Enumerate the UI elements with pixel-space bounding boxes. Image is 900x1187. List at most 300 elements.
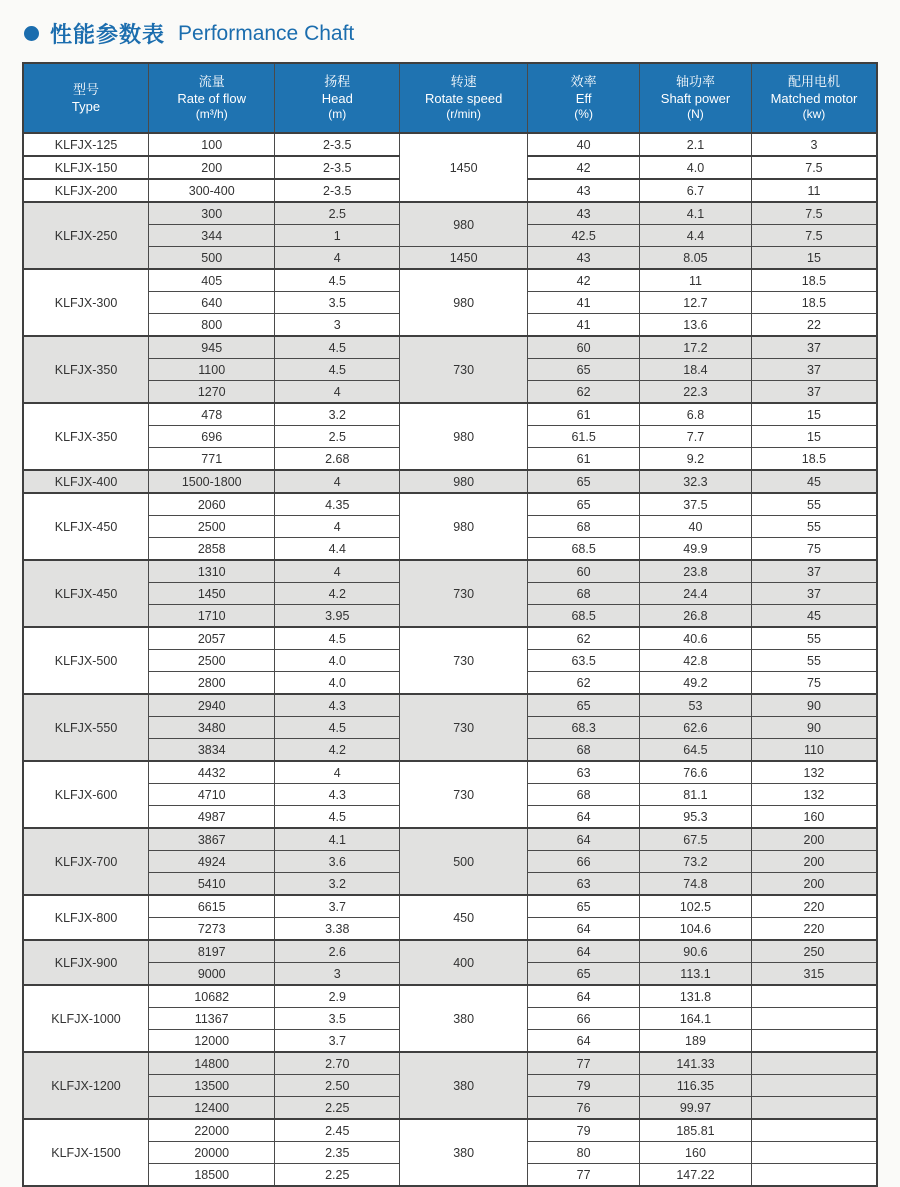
power-cell: 74.8 xyxy=(640,873,752,896)
head-cell: 3.7 xyxy=(275,1030,400,1053)
flow-cell: 2500 xyxy=(149,516,275,538)
eff-cell: 43 xyxy=(528,179,640,202)
eff-cell: 64 xyxy=(528,828,640,851)
eff-cell: 68 xyxy=(528,739,640,762)
eff-cell: 40 xyxy=(528,133,640,156)
model-cell: KLFJX-350 xyxy=(23,403,149,470)
flow-cell: 4710 xyxy=(149,784,275,806)
power-cell: 141.33 xyxy=(640,1052,752,1075)
model-cell: KLFJX-150 xyxy=(23,156,149,179)
speed-cell: 980 xyxy=(400,202,528,247)
flow-cell: 8197 xyxy=(149,940,275,963)
eff-cell: 63.5 xyxy=(528,650,640,672)
eff-cell: 61.5 xyxy=(528,426,640,448)
power-cell: 64.5 xyxy=(640,739,752,762)
power-cell: 37.5 xyxy=(640,493,752,516)
speed-cell: 400 xyxy=(400,940,528,985)
flow-cell: 13500 xyxy=(149,1075,275,1097)
flow-cell: 696 xyxy=(149,426,275,448)
power-cell: 18.4 xyxy=(640,359,752,381)
motor-cell: 37 xyxy=(751,560,877,583)
model-cell: KLFJX-300 xyxy=(23,269,149,336)
motor-cell: 250 xyxy=(751,940,877,963)
motor-cell: 90 xyxy=(751,694,877,717)
flow-cell: 3834 xyxy=(149,739,275,762)
speed-cell: 980 xyxy=(400,470,528,493)
motor-cell: 55 xyxy=(751,516,877,538)
head-cell: 4.5 xyxy=(275,336,400,359)
eff-cell: 60 xyxy=(528,560,640,583)
flow-cell: 1310 xyxy=(149,560,275,583)
power-cell: 95.3 xyxy=(640,806,752,829)
flow-cell: 2800 xyxy=(149,672,275,695)
model-cell: KLFJX-400 xyxy=(23,470,149,493)
flow-cell: 344 xyxy=(149,225,275,247)
flow-cell: 300 xyxy=(149,202,275,225)
flow-cell: 1450 xyxy=(149,583,275,605)
motor-cell xyxy=(751,985,877,1008)
eff-cell: 61 xyxy=(528,403,640,426)
power-cell: 22.3 xyxy=(640,381,752,404)
head-cell: 4.4 xyxy=(275,538,400,561)
eff-cell: 65 xyxy=(528,895,640,918)
head-cell: 3.5 xyxy=(275,292,400,314)
speed-cell: 980 xyxy=(400,493,528,560)
head-cell: 4.5 xyxy=(275,627,400,650)
motor-cell: 75 xyxy=(751,672,877,695)
header-label-en: Shaft power xyxy=(660,91,731,107)
motor-cell: 45 xyxy=(751,470,877,493)
speed-cell: 1450 xyxy=(400,247,528,270)
header-cell-rotate-speed xyxy=(400,63,528,133)
model-cell: KLFJX-500 xyxy=(23,627,149,694)
motor-cell: 15 xyxy=(751,426,877,448)
eff-cell: 79 xyxy=(528,1119,640,1142)
speed-cell: 1450 xyxy=(400,133,528,202)
header-label-en: Type xyxy=(71,99,101,114)
header-cell-rate-of-flow xyxy=(149,63,275,133)
flow-cell: 18500 xyxy=(149,1164,275,1187)
page-title xyxy=(24,18,878,49)
eff-cell: 65 xyxy=(528,359,640,381)
flow-cell: 2940 xyxy=(149,694,275,717)
power-cell: 11 xyxy=(640,269,752,292)
head-cell: 2-3.5 xyxy=(275,179,400,202)
power-cell: 4.1 xyxy=(640,202,752,225)
motor-cell xyxy=(751,1075,877,1097)
table-row xyxy=(23,627,877,650)
eff-cell: 68.3 xyxy=(528,717,640,739)
power-cell: 2.1 xyxy=(640,133,752,156)
motor-cell xyxy=(751,1097,877,1120)
motor-cell: 45 xyxy=(751,605,877,628)
model-cell: KLFJX-1000 xyxy=(23,985,149,1052)
eff-cell: 66 xyxy=(528,1008,640,1030)
eff-cell: 65 xyxy=(528,470,640,493)
table-header xyxy=(23,63,877,133)
head-cell: 4 xyxy=(275,761,400,784)
power-cell: 26.8 xyxy=(640,605,752,628)
speed-cell: 730 xyxy=(400,694,528,761)
power-cell: 53 xyxy=(640,694,752,717)
speed-cell: 380 xyxy=(400,1052,528,1119)
motor-cell: 7.5 xyxy=(751,202,877,225)
flow-cell: 1710 xyxy=(149,605,275,628)
flow-cell: 7273 xyxy=(149,918,275,941)
header-label-zh: 配用电机 xyxy=(787,73,840,89)
power-cell: 40.6 xyxy=(640,627,752,650)
flow-cell: 3480 xyxy=(149,717,275,739)
head-cell: 3.2 xyxy=(275,873,400,896)
eff-cell: 42 xyxy=(528,269,640,292)
head-cell: 2-3.5 xyxy=(275,156,400,179)
power-cell: 164.1 xyxy=(640,1008,752,1030)
table-row xyxy=(23,470,877,493)
header-cell-head xyxy=(275,63,400,133)
head-cell: 4.5 xyxy=(275,806,400,829)
table-row xyxy=(23,1052,877,1075)
model-cell: KLFJX-350 xyxy=(23,336,149,403)
eff-cell: 60 xyxy=(528,336,640,359)
motor-cell: 55 xyxy=(751,627,877,650)
power-cell: 23.8 xyxy=(640,560,752,583)
head-cell: 4 xyxy=(275,560,400,583)
flow-cell: 2057 xyxy=(149,627,275,650)
power-cell: 13.6 xyxy=(640,314,752,337)
flow-cell: 1500-1800 xyxy=(149,470,275,493)
table-row xyxy=(23,940,877,963)
table-row xyxy=(23,985,877,1008)
head-cell: 3.95 xyxy=(275,605,400,628)
table-row xyxy=(23,493,877,516)
eff-cell: 68 xyxy=(528,583,640,605)
head-cell: 3 xyxy=(275,963,400,986)
motor-cell xyxy=(751,1119,877,1142)
motor-cell: 37 xyxy=(751,381,877,404)
eff-cell: 64 xyxy=(528,806,640,829)
flow-cell: 9000 xyxy=(149,963,275,986)
power-cell: 185.81 xyxy=(640,1119,752,1142)
head-cell: 2.70 xyxy=(275,1052,400,1075)
header-label-zh: 扬程 xyxy=(324,73,351,89)
head-cell: 4.5 xyxy=(275,359,400,381)
table-row xyxy=(23,336,877,359)
table-row xyxy=(23,1119,877,1142)
eff-cell: 62 xyxy=(528,381,640,404)
motor-cell: 55 xyxy=(751,493,877,516)
eff-cell: 68.5 xyxy=(528,605,640,628)
power-cell: 90.6 xyxy=(640,940,752,963)
power-cell: 8.05 xyxy=(640,247,752,270)
eff-cell: 62 xyxy=(528,672,640,695)
power-cell: 40 xyxy=(640,516,752,538)
power-cell: 6.7 xyxy=(640,179,752,202)
head-cell: 2.50 xyxy=(275,1075,400,1097)
header-label-en: Head xyxy=(321,91,353,107)
power-cell: 76.6 xyxy=(640,761,752,784)
motor-cell xyxy=(751,1030,877,1053)
head-cell: 4.5 xyxy=(275,717,400,739)
head-cell: 2-3.5 xyxy=(275,133,400,156)
table-row xyxy=(23,133,877,156)
motor-cell: 55 xyxy=(751,650,877,672)
head-cell: 2.68 xyxy=(275,448,400,471)
head-cell: 4.2 xyxy=(275,583,400,605)
header-row xyxy=(23,63,877,133)
table-row xyxy=(23,403,877,426)
header-cell-shaft-power xyxy=(640,63,752,133)
flow-cell: 1100 xyxy=(149,359,275,381)
eff-cell: 68 xyxy=(528,784,640,806)
motor-cell: 110 xyxy=(751,739,877,762)
power-cell: 49.2 xyxy=(640,672,752,695)
flow-cell: 1270 xyxy=(149,381,275,404)
flow-cell: 22000 xyxy=(149,1119,275,1142)
motor-cell: 18.5 xyxy=(751,292,877,314)
header-cell-eff xyxy=(528,63,640,133)
speed-cell: 380 xyxy=(400,1119,528,1186)
motor-cell: 18.5 xyxy=(751,269,877,292)
page-title-en: Performance Chaft xyxy=(178,21,355,45)
eff-cell: 41 xyxy=(528,292,640,314)
flow-cell: 12000 xyxy=(149,1030,275,1053)
header-label-en: Rate of flow xyxy=(177,91,247,107)
power-cell: 67.5 xyxy=(640,828,752,851)
head-cell: 4 xyxy=(275,470,400,493)
power-cell: 99.97 xyxy=(640,1097,752,1120)
flow-cell: 800 xyxy=(149,314,275,337)
flow-cell: 6615 xyxy=(149,895,275,918)
header-label-en: Eff xyxy=(575,91,592,107)
head-cell: 3.5 xyxy=(275,1008,400,1030)
eff-cell: 65 xyxy=(528,963,640,986)
model-cell: KLFJX-900 xyxy=(23,940,149,985)
head-cell: 4 xyxy=(275,381,400,404)
flow-cell: 20000 xyxy=(149,1142,275,1164)
flow-cell: 640 xyxy=(149,292,275,314)
head-cell: 4.35 xyxy=(275,493,400,516)
speed-cell: 730 xyxy=(400,336,528,403)
performance-table xyxy=(22,62,878,1187)
flow-cell: 11367 xyxy=(149,1008,275,1030)
table-row xyxy=(23,269,877,292)
head-cell: 4 xyxy=(275,247,400,270)
header-label-en: Rotate speed xyxy=(424,91,503,107)
head-cell: 3 xyxy=(275,314,400,337)
power-cell: 62.6 xyxy=(640,717,752,739)
eff-cell: 41 xyxy=(528,314,640,337)
eff-cell: 68 xyxy=(528,516,640,538)
flow-cell: 5410 xyxy=(149,873,275,896)
motor-cell: 75 xyxy=(751,538,877,561)
motor-cell: 15 xyxy=(751,403,877,426)
header-unit: (m³/h) xyxy=(195,107,228,122)
eff-cell: 65 xyxy=(528,493,640,516)
model-cell: KLFJX-1200 xyxy=(23,1052,149,1119)
power-cell: 9.2 xyxy=(640,448,752,471)
power-cell: 4.0 xyxy=(640,156,752,179)
motor-cell: 90 xyxy=(751,717,877,739)
flow-cell: 945 xyxy=(149,336,275,359)
motor-cell: 37 xyxy=(751,359,877,381)
speed-cell: 980 xyxy=(400,403,528,470)
power-cell: 24.4 xyxy=(640,583,752,605)
flow-cell: 4432 xyxy=(149,761,275,784)
header-unit: (m) xyxy=(328,107,347,122)
eff-cell: 68.5 xyxy=(528,538,640,561)
power-cell: 81.1 xyxy=(640,784,752,806)
model-cell: KLFJX-200 xyxy=(23,179,149,202)
header-cell-matched-motor xyxy=(751,63,877,133)
motor-cell: 132 xyxy=(751,784,877,806)
power-cell: 131.8 xyxy=(640,985,752,1008)
head-cell: 2.6 xyxy=(275,940,400,963)
flow-cell: 2060 xyxy=(149,493,275,516)
power-cell: 73.2 xyxy=(640,851,752,873)
motor-cell: 160 xyxy=(751,806,877,829)
flow-cell: 2858 xyxy=(149,538,275,561)
model-cell: KLFJX-550 xyxy=(23,694,149,761)
table-row xyxy=(23,694,877,717)
header-unit: (r/min) xyxy=(446,107,481,122)
bullet-icon xyxy=(24,26,39,41)
head-cell: 4 xyxy=(275,516,400,538)
header-unit: (N) xyxy=(687,107,704,122)
eff-cell: 79 xyxy=(528,1075,640,1097)
table-row xyxy=(23,761,877,784)
motor-cell: 11 xyxy=(751,179,877,202)
flow-cell: 405 xyxy=(149,269,275,292)
head-cell: 4.2 xyxy=(275,739,400,762)
motor-cell: 315 xyxy=(751,963,877,986)
head-cell: 4.1 xyxy=(275,828,400,851)
model-cell: KLFJX-450 xyxy=(23,560,149,627)
motor-cell: 3 xyxy=(751,133,877,156)
motor-cell xyxy=(751,1142,877,1164)
eff-cell: 64 xyxy=(528,940,640,963)
head-cell: 2.25 xyxy=(275,1164,400,1187)
table-row xyxy=(23,828,877,851)
model-cell: KLFJX-125 xyxy=(23,133,149,156)
head-cell: 4.5 xyxy=(275,269,400,292)
table-row xyxy=(23,895,877,918)
head-cell: 1 xyxy=(275,225,400,247)
motor-cell: 200 xyxy=(751,873,877,896)
eff-cell: 64 xyxy=(528,918,640,941)
power-cell: 7.7 xyxy=(640,426,752,448)
flow-cell: 200 xyxy=(149,156,275,179)
head-cell: 3.6 xyxy=(275,851,400,873)
motor-cell: 7.5 xyxy=(751,156,877,179)
flow-cell: 3867 xyxy=(149,828,275,851)
page-title-zh: 性能参数表 xyxy=(50,22,166,47)
head-cell: 2.25 xyxy=(275,1097,400,1120)
motor-cell: 220 xyxy=(751,895,877,918)
eff-cell: 80 xyxy=(528,1142,640,1164)
speed-cell: 380 xyxy=(400,985,528,1052)
flow-cell: 12400 xyxy=(149,1097,275,1120)
header-label-zh: 轴功率 xyxy=(675,73,715,89)
eff-cell: 42 xyxy=(528,156,640,179)
eff-cell: 43 xyxy=(528,202,640,225)
header-label-zh: 型号 xyxy=(73,81,100,97)
header-unit: (%) xyxy=(574,107,593,122)
head-cell: 4.3 xyxy=(275,694,400,717)
header-label-en: Matched motor xyxy=(770,91,858,107)
header-label-zh: 流量 xyxy=(198,73,225,89)
motor-cell: 200 xyxy=(751,828,877,851)
motor-cell: 132 xyxy=(751,761,877,784)
eff-cell: 62 xyxy=(528,627,640,650)
motor-cell xyxy=(751,1164,877,1187)
header-label-zh: 效率 xyxy=(570,73,597,89)
header-label-zh: 转速 xyxy=(450,73,477,89)
motor-cell: 200 xyxy=(751,851,877,873)
power-cell: 12.7 xyxy=(640,292,752,314)
table-row xyxy=(23,247,877,270)
eff-cell: 63 xyxy=(528,761,640,784)
head-cell: 2.35 xyxy=(275,1142,400,1164)
power-cell: 4.4 xyxy=(640,225,752,247)
head-cell: 2.45 xyxy=(275,1119,400,1142)
flow-cell: 2500 xyxy=(149,650,275,672)
power-cell: 17.2 xyxy=(640,336,752,359)
eff-cell: 77 xyxy=(528,1164,640,1187)
motor-cell: 37 xyxy=(751,336,877,359)
eff-cell: 76 xyxy=(528,1097,640,1120)
speed-cell: 730 xyxy=(400,560,528,627)
power-cell: 116.35 xyxy=(640,1075,752,1097)
model-cell: KLFJX-700 xyxy=(23,828,149,895)
table-row xyxy=(23,560,877,583)
eff-cell: 65 xyxy=(528,694,640,717)
head-cell: 3.7 xyxy=(275,895,400,918)
motor-cell: 220 xyxy=(751,918,877,941)
head-cell: 2.9 xyxy=(275,985,400,1008)
table-row xyxy=(23,202,877,225)
power-cell: 189 xyxy=(640,1030,752,1053)
table-body xyxy=(23,133,877,1186)
power-cell: 160 xyxy=(640,1142,752,1164)
header-cell-type xyxy=(23,63,149,133)
power-cell: 6.8 xyxy=(640,403,752,426)
eff-cell: 42.5 xyxy=(528,225,640,247)
flow-cell: 300-400 xyxy=(149,179,275,202)
speed-cell: 730 xyxy=(400,627,528,694)
flow-cell: 4924 xyxy=(149,851,275,873)
flow-cell: 4987 xyxy=(149,806,275,829)
eff-cell: 77 xyxy=(528,1052,640,1075)
power-cell: 102.5 xyxy=(640,895,752,918)
power-cell: 147.22 xyxy=(640,1164,752,1187)
motor-cell xyxy=(751,1052,877,1075)
speed-cell: 450 xyxy=(400,895,528,940)
motor-cell: 7.5 xyxy=(751,225,877,247)
flow-cell: 500 xyxy=(149,247,275,270)
model-cell: KLFJX-250 xyxy=(23,202,149,269)
motor-cell: 22 xyxy=(751,314,877,337)
eff-cell: 63 xyxy=(528,873,640,896)
eff-cell: 61 xyxy=(528,448,640,471)
model-cell: KLFJX-450 xyxy=(23,493,149,560)
head-cell: 4.3 xyxy=(275,784,400,806)
eff-cell: 66 xyxy=(528,851,640,873)
head-cell: 3.38 xyxy=(275,918,400,941)
flow-cell: 771 xyxy=(149,448,275,471)
header-unit: (kw) xyxy=(802,107,826,122)
motor-cell: 15 xyxy=(751,247,877,270)
flow-cell: 10682 xyxy=(149,985,275,1008)
